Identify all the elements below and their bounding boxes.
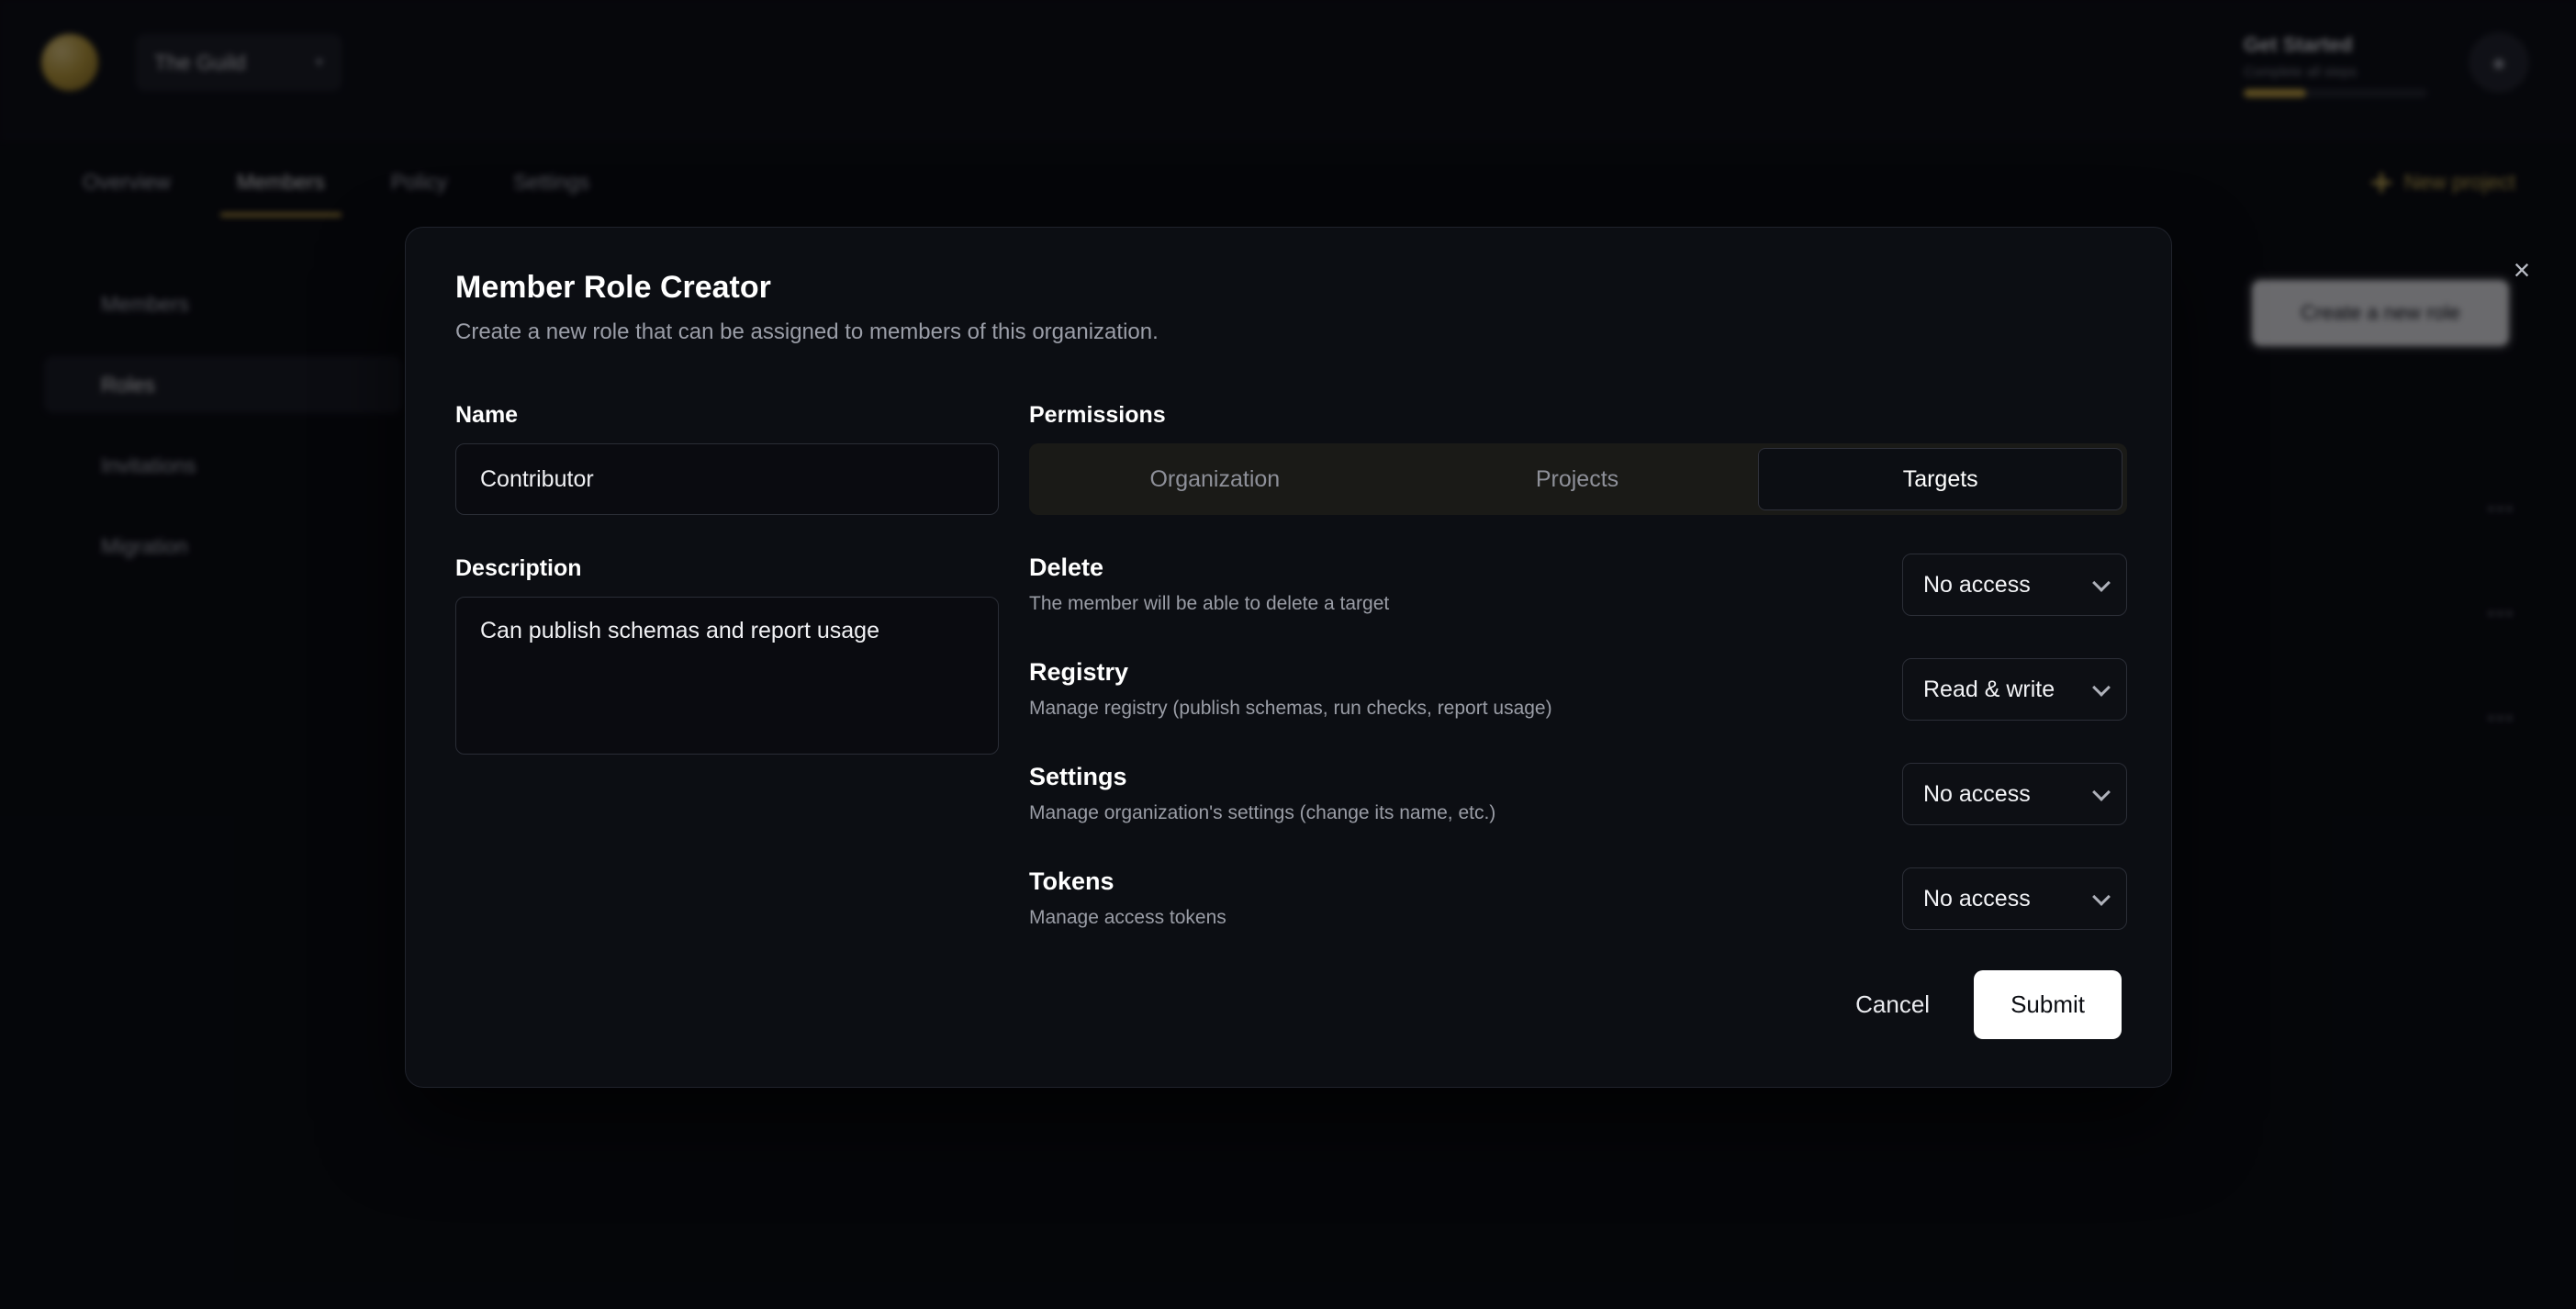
member-role-creator-dialog	[405, 227, 2172, 1088]
permission-description: Manage registry (publish schemas, run checks, report usage)	[1029, 698, 1552, 719]
permission-row-tokens	[1029, 867, 2127, 972]
permission-name: Tokens	[1029, 867, 1114, 895]
description-input[interactable]	[455, 597, 999, 755]
permission-name: Delete	[1029, 554, 1104, 581]
permission-description: The member will be able to delete a target	[1029, 593, 1390, 614]
chevron-down-icon	[2092, 888, 2111, 906]
description-label: Description	[455, 555, 582, 581]
permissions-column	[1029, 402, 2127, 972]
permission-name: Settings	[1029, 763, 1127, 790]
submit-button[interactable]: Submit	[1974, 970, 2122, 1039]
delete-access-value: No access	[1923, 571, 2031, 598]
name-label: Name	[455, 402, 519, 428]
tokens-access-select[interactable]	[1902, 867, 2127, 930]
permissions-label: Permissions	[1029, 402, 1166, 428]
page-title: Member Role Creator	[455, 270, 771, 305]
cancel-button[interactable]: Cancel	[1842, 974, 1943, 1035]
tokens-access-value: No access	[1923, 885, 2031, 912]
close-icon[interactable]: ×	[2504, 252, 2539, 287]
name-input[interactable]	[455, 443, 999, 515]
chevron-down-icon	[2092, 678, 2111, 697]
delete-access-select[interactable]	[1902, 554, 2127, 616]
role-details-column	[455, 402, 999, 759]
permission-row-registry	[1029, 658, 2127, 763]
registry-access-value: Read & write	[1923, 676, 2055, 702]
permission-list	[1029, 554, 2127, 972]
registry-access-select[interactable]	[1902, 658, 2127, 721]
chevron-down-icon	[2092, 783, 2111, 801]
tab-organization[interactable]: Organization	[1034, 448, 1396, 510]
settings-access-select[interactable]	[1902, 763, 2127, 825]
dialog-actions	[1842, 970, 2122, 1039]
permission-row-settings	[1029, 763, 2127, 867]
settings-access-value: No access	[1923, 780, 2031, 807]
permission-name: Registry	[1029, 658, 1129, 686]
permission-row-delete	[1029, 554, 2127, 658]
chevron-down-icon	[2092, 574, 2111, 592]
tab-targets[interactable]: Targets	[1758, 448, 2122, 510]
permissions-tabs	[1029, 443, 2127, 515]
dialog-subtitle: Create a new role that can be assigned to members of this organization.	[455, 319, 1159, 344]
permission-description: Manage access tokens	[1029, 907, 1226, 928]
permission-description: Manage organization's settings (change its name, etc.)	[1029, 802, 1496, 823]
tab-projects[interactable]: Projects	[1396, 448, 1759, 510]
